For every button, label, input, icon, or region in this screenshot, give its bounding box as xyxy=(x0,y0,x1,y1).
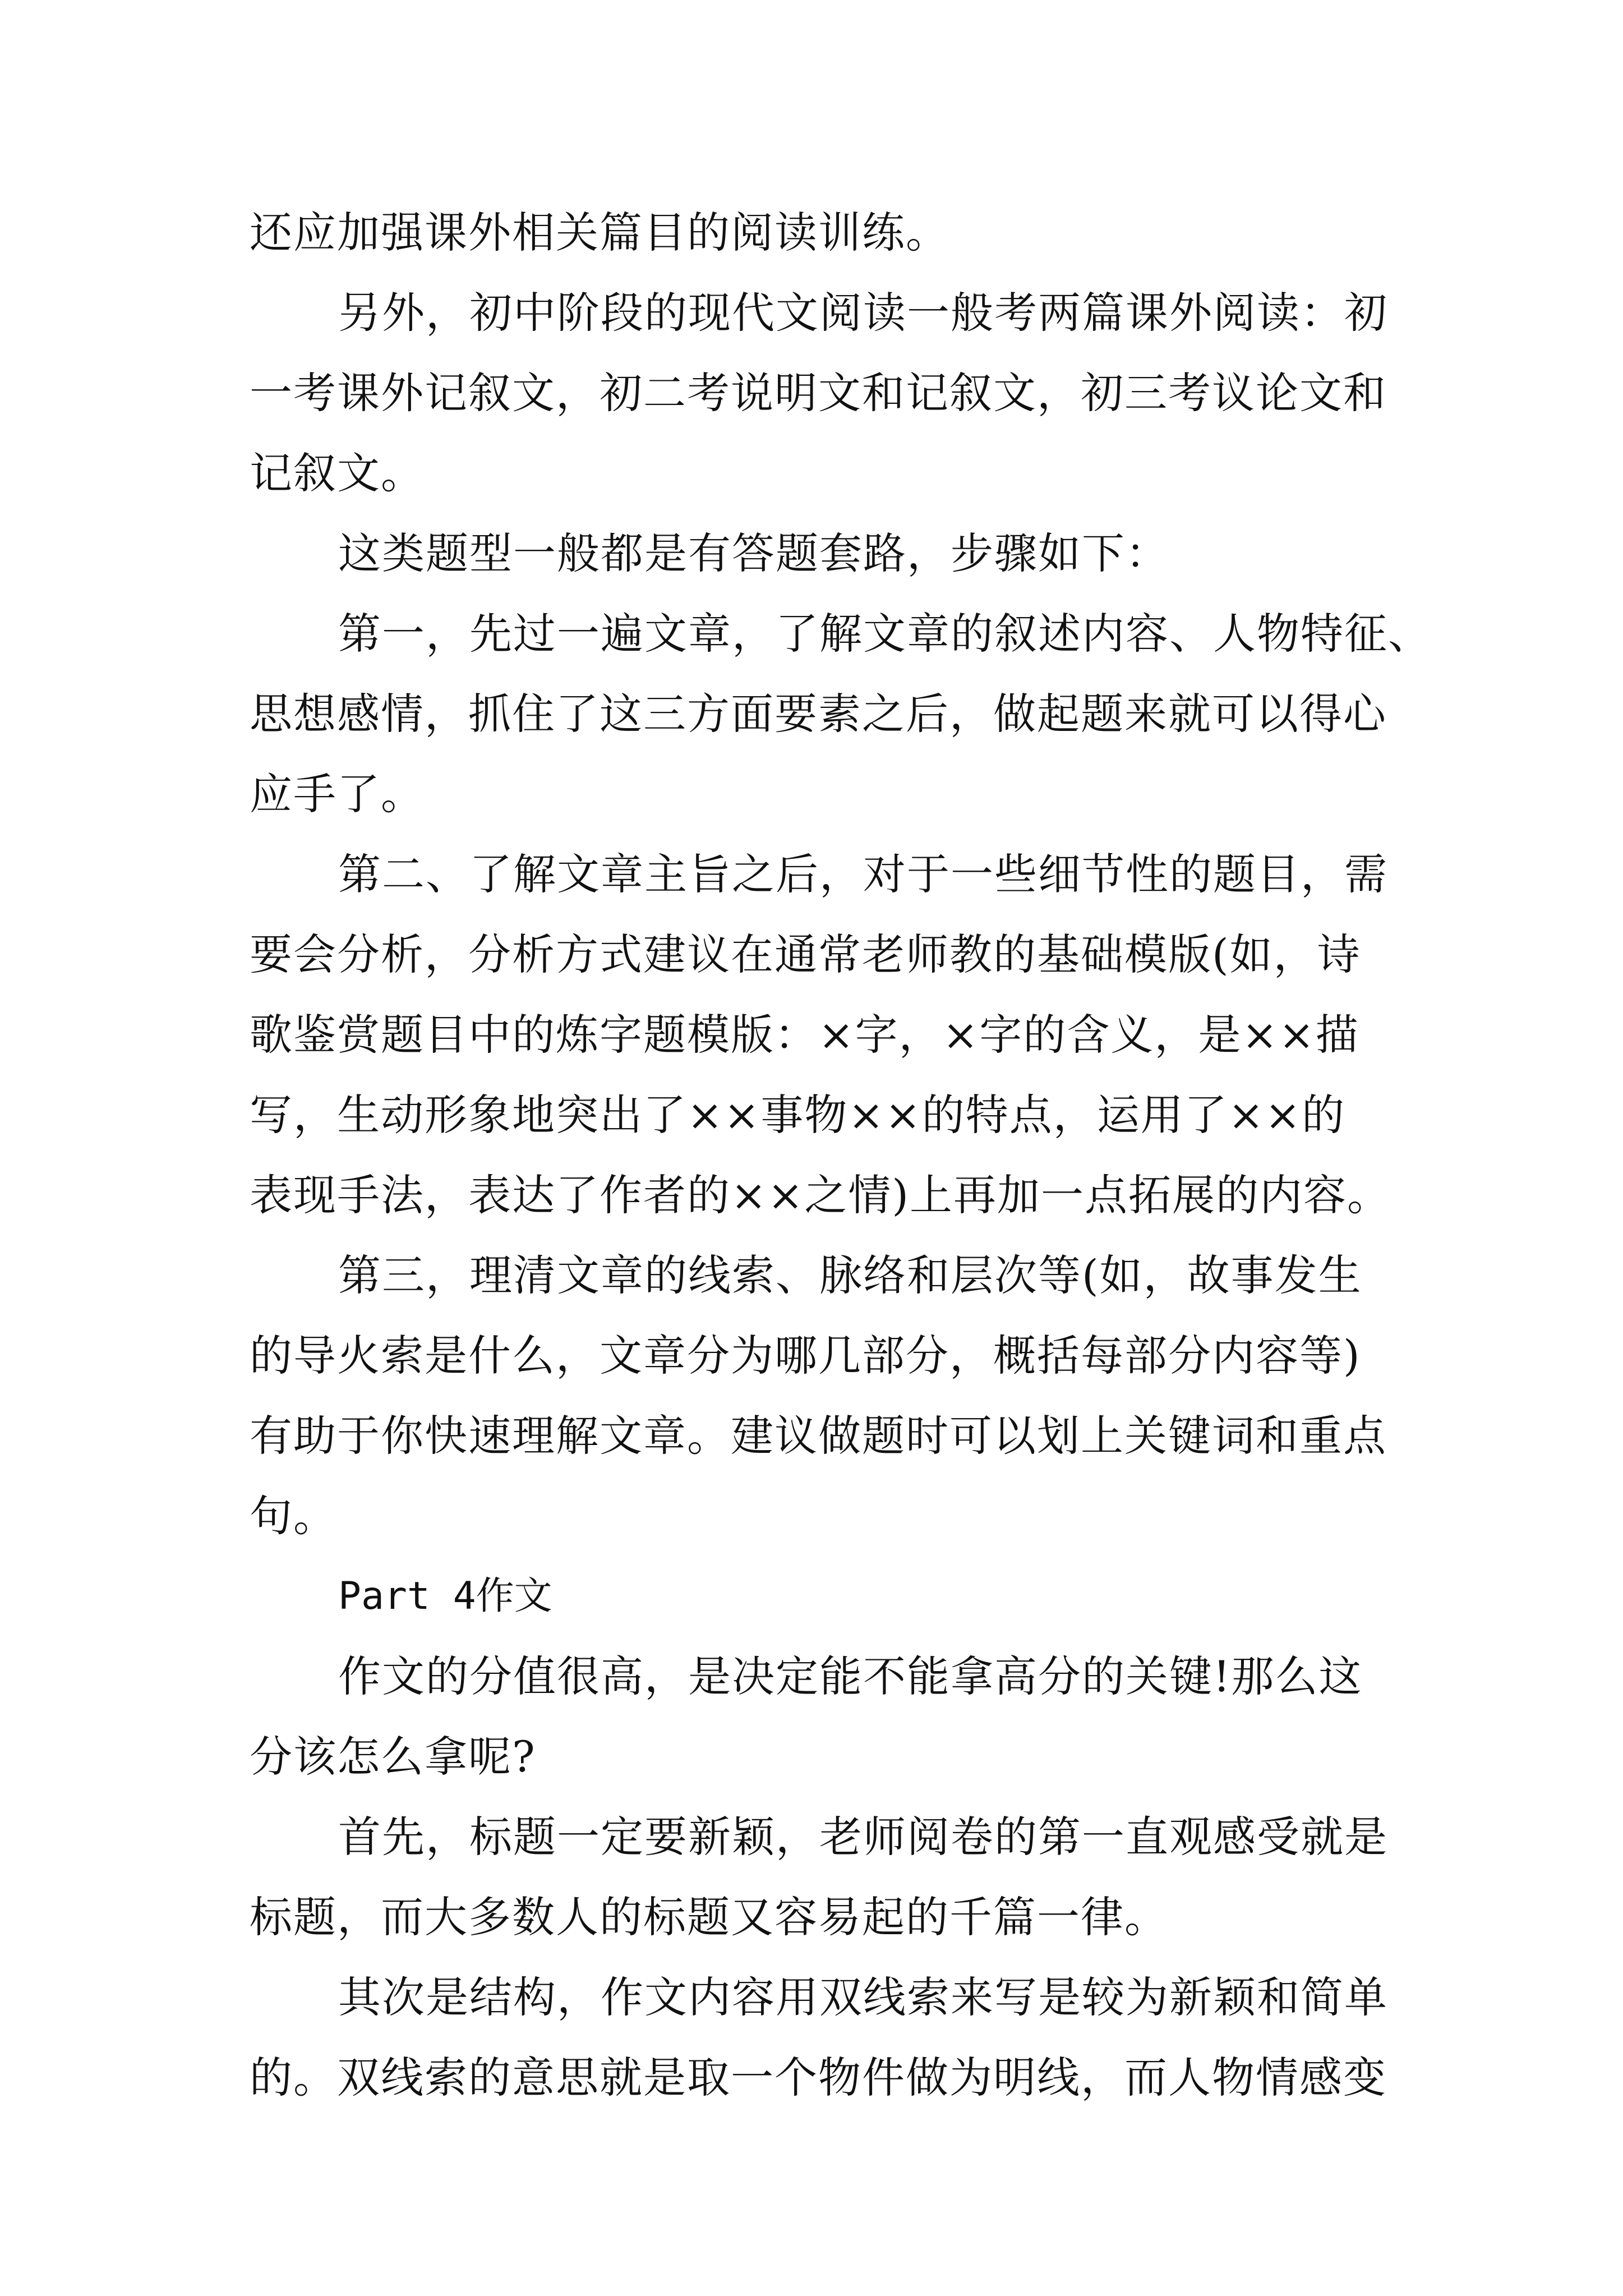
text-line: 思想感情，抓住了这三方面要素之后，做起题来就可以得心 xyxy=(250,689,1387,739)
text-line: 记叙文。 xyxy=(250,448,425,498)
text-line: 这类题型一般都是有答题套路，步骤如下： xyxy=(338,528,1169,578)
text-line: 要会分析，分析方式建议在通常老师教的基础模版(如，诗 xyxy=(250,930,1361,979)
text-line: 句。 xyxy=(250,1491,337,1541)
text-line: 歌鉴赏题目中的炼字题模版：×字，×字的含义，是××描 xyxy=(250,1010,1359,1060)
text-line: 分该怎么拿呢? xyxy=(250,1732,536,1782)
text-line: 表现手法，表达了作者的××之情)上再加一点拓展的内容。 xyxy=(250,1170,1391,1220)
section-heading: Part 4作文 xyxy=(338,1574,552,1618)
text-line: 第三，理清文章的线索、脉络和层次等(如，故事发生 xyxy=(338,1250,1362,1300)
text-line: 的。双线索的意思就是取一个物件做为明线，而人物情感变 xyxy=(250,2053,1387,2102)
text-line: 首先，标题一定要新颖，老师阅卷的第一直观感受就是 xyxy=(338,1812,1388,1862)
text-line: 的导火索是什么，文章分为哪几部分，概括每部分内容等) xyxy=(250,1331,1361,1381)
text-line: 应手了。 xyxy=(250,769,425,819)
text-line: 其次是结构，作文内容用双线索来写是较为新颖和简单 xyxy=(338,1972,1388,2022)
text-line: 另外，初中阶段的现代文阅读一般考两篇课外阅读：初 xyxy=(338,288,1388,338)
text-line: 第一，先过一遍文章，了解文章的叙述内容、人物特征、 xyxy=(338,609,1432,659)
text-line: 还应加强课外相关篇目的阅读训练。 xyxy=(250,208,949,257)
text-line: 作文的分值很高，是决定能不能拿高分的关键!那么这 xyxy=(338,1651,1363,1701)
text-line: 写，生动形象地突出了××事物××的特点，运用了××的 xyxy=(250,1090,1346,1140)
text-line: 一考课外记叙文，初二考说明文和记叙文，初三考议论文和 xyxy=(250,368,1387,418)
text-line: 第二、了解文章主旨之后，对于一些细节性的题目，需 xyxy=(338,849,1388,899)
text-line: 有助于你快速理解文章。建议做题时可以划上关键词和重点 xyxy=(250,1411,1387,1461)
text-line: 标题，而大多数人的标题又容易起的千篇一律。 xyxy=(250,1892,1168,1942)
